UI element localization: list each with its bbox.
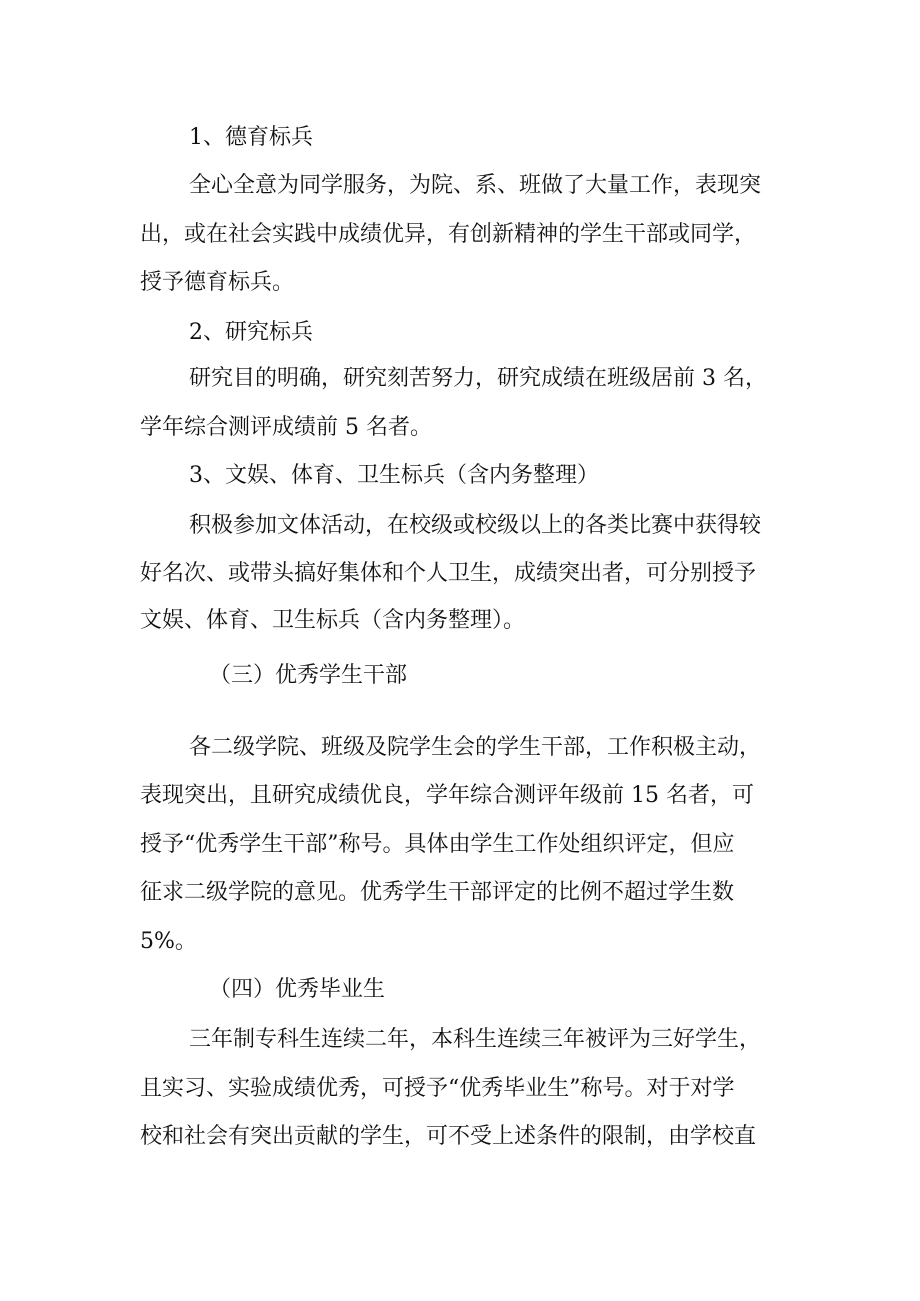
paragraph-line: 积极参加文体活动，在校级或校级以上的各类比赛中获得较 — [189, 513, 762, 538]
paragraph-line: 授予“优秀学生干部”称号。具体由学生工作处组织评定，但应 — [140, 832, 735, 857]
paragraph-line: 征求二级学院的意见。优秀学生干部评定的比例不超过学生数 — [140, 880, 735, 905]
paragraph-line: 文娱、体育、卫生标兵（含内务整理）。 — [140, 608, 526, 633]
heading-2: 2、研究标兵 — [189, 320, 313, 345]
paragraph-line: 出，或在社会实践中成绩优异，有创新精神的学生干部或同学， — [140, 222, 757, 247]
paragraph-line: 授予德育标兵。 — [140, 270, 295, 295]
paragraph-line: 5%。 — [140, 929, 197, 954]
paragraph-line: 表现突出，且研究成绩优良，学年综合测评年级前 15 名者，可 — [140, 783, 754, 808]
heading-3: 3、文娱、体育、卫生标兵（含内务整理） — [189, 463, 599, 488]
heading-1: 1、德育标兵 — [189, 125, 313, 150]
paragraph-line: 好名次、或带头搞好集体和个人卫生，成绩突出者，可分别授予 — [140, 561, 757, 586]
section-heading-4: （四）优秀毕业生 — [209, 977, 386, 1002]
paragraph-line: 各二级学院、班级及院学生会的学生干部，工作积极主动， — [189, 735, 762, 760]
paragraph-line: 且实习、实验成绩优秀，可授予“优秀毕业生”称号。对于对学 — [140, 1076, 735, 1101]
paragraph-line: 研究目的明确，研究刻苦努力，研究成绩在班级居前 3 名， — [189, 366, 767, 391]
paragraph-line: 校和社会有突出贡献的学生，可不受上述条件的限制，由学校直 — [140, 1124, 757, 1149]
paragraph-line: 三年制专科生连续二年，本科生连续三年被评为三好学生， — [189, 1027, 762, 1052]
paragraph-line: 全心全意为同学服务，为院、系、班做了大量工作，表现突 — [189, 173, 762, 198]
paragraph-line: 学年综合测评成绩前 5 名者。 — [140, 415, 432, 440]
section-heading-3: （三）优秀学生干部 — [209, 663, 408, 688]
